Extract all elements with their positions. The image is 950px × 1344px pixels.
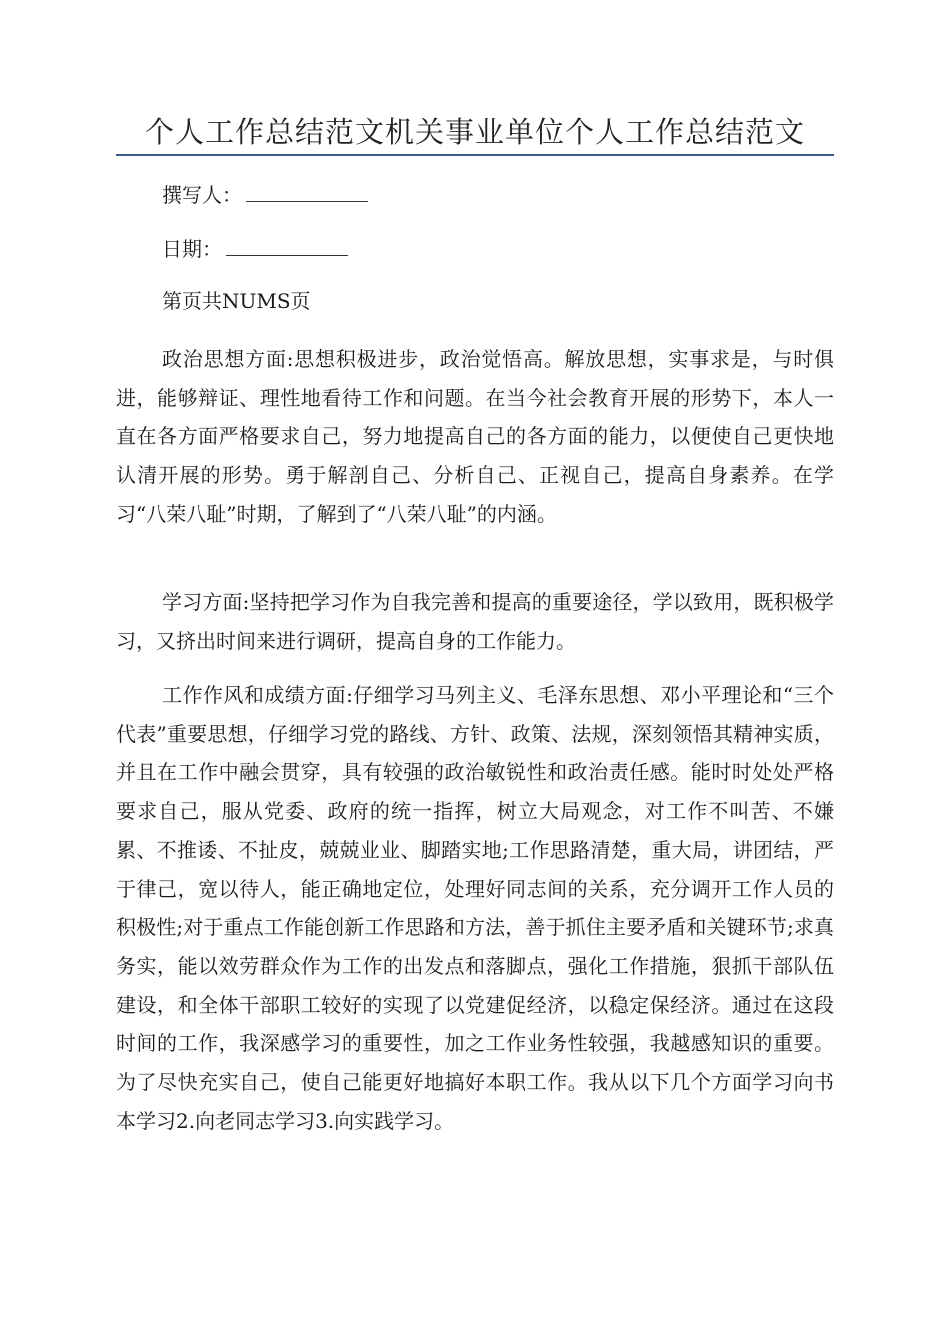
page-count-line: 第页共NUMS页 — [162, 289, 311, 313]
paragraph-political: 政治思想方面:思想积极进步，政治觉悟高。解放思想，实事求是，与时俱进，能够辩证、理性地看待工作和问题。在当今社会教育开展的形势下，本人一直在各方面严格要求自己，努力地提高自己的各方面的能力，以便使自己更快地认清开展的形势。勇于解剖自己、分析自己、正视自己，提高自身素养。在学习“八荣八耻”时期，了解到了“八荣八耻”的内涵。 — [116, 347, 834, 526]
author-line — [162, 180, 368, 210]
date-label: 日期： — [162, 237, 222, 261]
paragraph-work-style: 工作作风和成绩方面:仔细学习马列主义、毛泽东思想、邓小平理论和“三个代表”重要思想，仔细学习党的路线、方针、政策、法规，深刻领悟其精神实质，并且在工作中融会贯穿，具有较强的政治敏锐性和政治责任感。能时时处处严格要求自己，服从党委、政府的统一指挥，树立大局观念，对工作不叫苦、不嫌累、不推诿、不扯皮，兢兢业业、脚踏实地;工作思路清楚，重大局，讲团结，严于律己，宽以待人，能正确地定位，处理好同志间的关系，充分调开工作人员的积极性;对于重点工作能创新工作思路和方法，善于抓住主要矛盾和关键环节;求真务实，能以效劳群众作为工作的出发点和落脚点，强化工作措施，狠抓干部队伍建设，和全体干部职工较好的实现了以党建促经济，以稳定保经济。通过在这段时间的工作，我深感学习的重要性，加之工作业务性较强，我越感知识的重要。为了尽快充实自己，使自己能更好地搞好本职工作。我从以下几个方面学习向书本学习2.向老同志学习3.向实践学习。 — [116, 683, 834, 1133]
document-title: 个人工作总结范文机关事业单位个人工作总结范文 — [144, 115, 805, 149]
title-underline — [116, 154, 834, 156]
paragraph-study: 学习方面:坚持把学习作为自我完善和提高的重要途径，学以致用，既积极学习，又挤出时间来进行调研，提高自身的工作能力。 — [116, 590, 834, 653]
date-blank — [226, 237, 348, 256]
author-blank — [246, 183, 368, 202]
author-label: 撰写人： — [162, 183, 242, 207]
date-line — [162, 234, 348, 264]
